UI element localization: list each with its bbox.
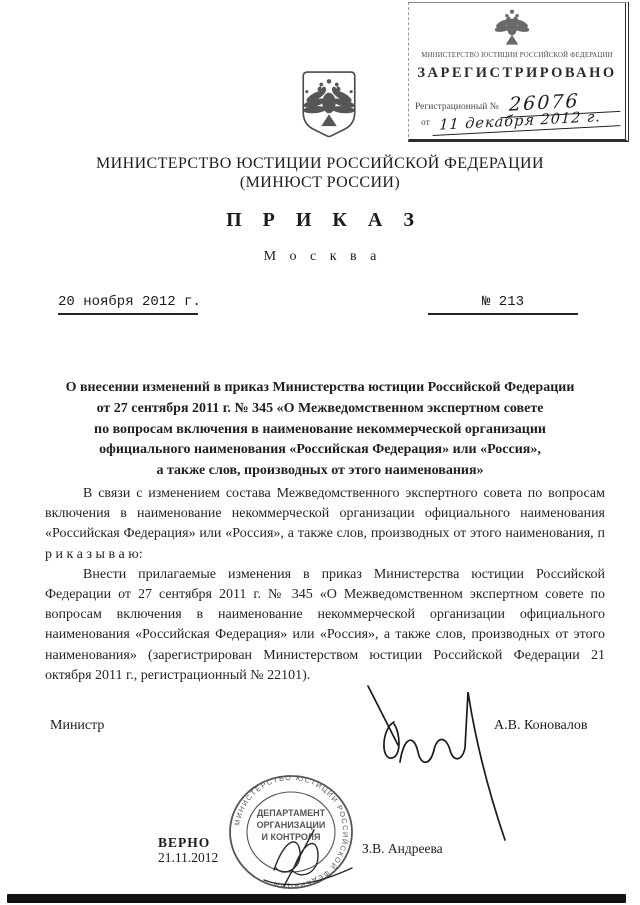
order-body <box>45 484 605 686</box>
reg-stamp-registered-label: ЗАРЕГИСТРИРОВАНО <box>417 65 617 81</box>
document-type-title: П Р И К А З <box>226 209 422 231</box>
subject-line: а также слов, производных от этого наименования» <box>156 463 484 479</box>
ministry-short-name: (МИНЮСТ РОССИИ) <box>239 174 401 191</box>
department-round-stamp <box>226 772 386 900</box>
subject-line: официального наименования «Российская Федерация» или «Россия», <box>99 442 541 458</box>
subject-line: О внесении изменений в приказ Министерства юстиции Российской Федерации <box>65 380 575 395</box>
reg-stamp-ministry-line: МИНИСТЕРСТВО ЮСТИЦИИ РОССИЙСКОЙ ФЕДЕРАЦИИ <box>421 52 613 59</box>
certification-date: 21.11.2012 <box>158 850 219 865</box>
round-stamp-center-line2: ОРГАНИЗАЦИИ <box>256 820 326 830</box>
reg-date-prefix: от <box>421 118 430 128</box>
stamp-eagle-icon <box>495 6 529 48</box>
registration-stamp <box>408 2 629 142</box>
signer-position: Министр <box>50 718 105 733</box>
reg-date-handwritten: 11 декабря 2012 г. <box>432 108 621 136</box>
certifier-name: З.В. Андреева <box>362 841 443 856</box>
signer-name: А.В. Коновалов <box>494 718 588 733</box>
round-stamp-ring-text: МИНИСТЕРСТВО ЮСТИЦИИ РОССИЙСКОЙ ФЕДЕРАЦИИ <box>232 772 351 892</box>
reg-number-label: Регистрационный № <box>415 102 499 112</box>
reg-stamp-date-row <box>421 109 621 134</box>
certified-true-label: ВЕРНО <box>158 835 211 850</box>
body-paragraph-1: В связи с изменением состава Межведомственного экспертного совета по вопросам включения в наименование некоммерческой организации официального наименования «Российская Федерация» или «Россия», а также слов, производных от этого наименования, п р и к а з ы в а ю: <box>45 486 605 562</box>
round-stamp-center-line3: И КОНТРОЛЯ <box>261 832 321 842</box>
subject-line: по вопросам включения в наименование некоммерческой организации <box>94 421 546 437</box>
city-line: М о с к в а <box>263 249 382 264</box>
subject-line: от 27 сентября 2011 г. № 345 «О Межведомственном экспертном совете <box>96 400 544 416</box>
reg-number-handwritten: 26076 <box>500 88 621 118</box>
order-number: № 213 <box>428 294 578 315</box>
body-paragraph-2: Внести прилагаемые изменения в приказ Министерства юстиции Российской Федерации от 27 сентября 2011 г. № 345 «О Межведомственном экспертном совете по вопросам включения в наименование некоммерческой организации официального наименования «Российская Федерация» или «Россия», а также слов, производных от этого наименования» (зарегистрирован Министерством юстиции Российской Федерации 21 октября 2011 г., регистрационный № 22101). <box>45 566 605 683</box>
ministry-name: МИНИСТЕРСТВО ЮСТИЦИИ РОССИЙСКОЙ ФЕДЕРАЦИИ <box>96 155 544 172</box>
order-date: 20 ноября 2012 г. <box>58 294 198 315</box>
order-subject <box>28 378 612 482</box>
round-stamp-center-line1: ДЕПАРТАМЕНТ <box>256 808 326 818</box>
coat-of-arms-icon <box>300 70 358 138</box>
scan-edge-artifact <box>7 894 626 903</box>
